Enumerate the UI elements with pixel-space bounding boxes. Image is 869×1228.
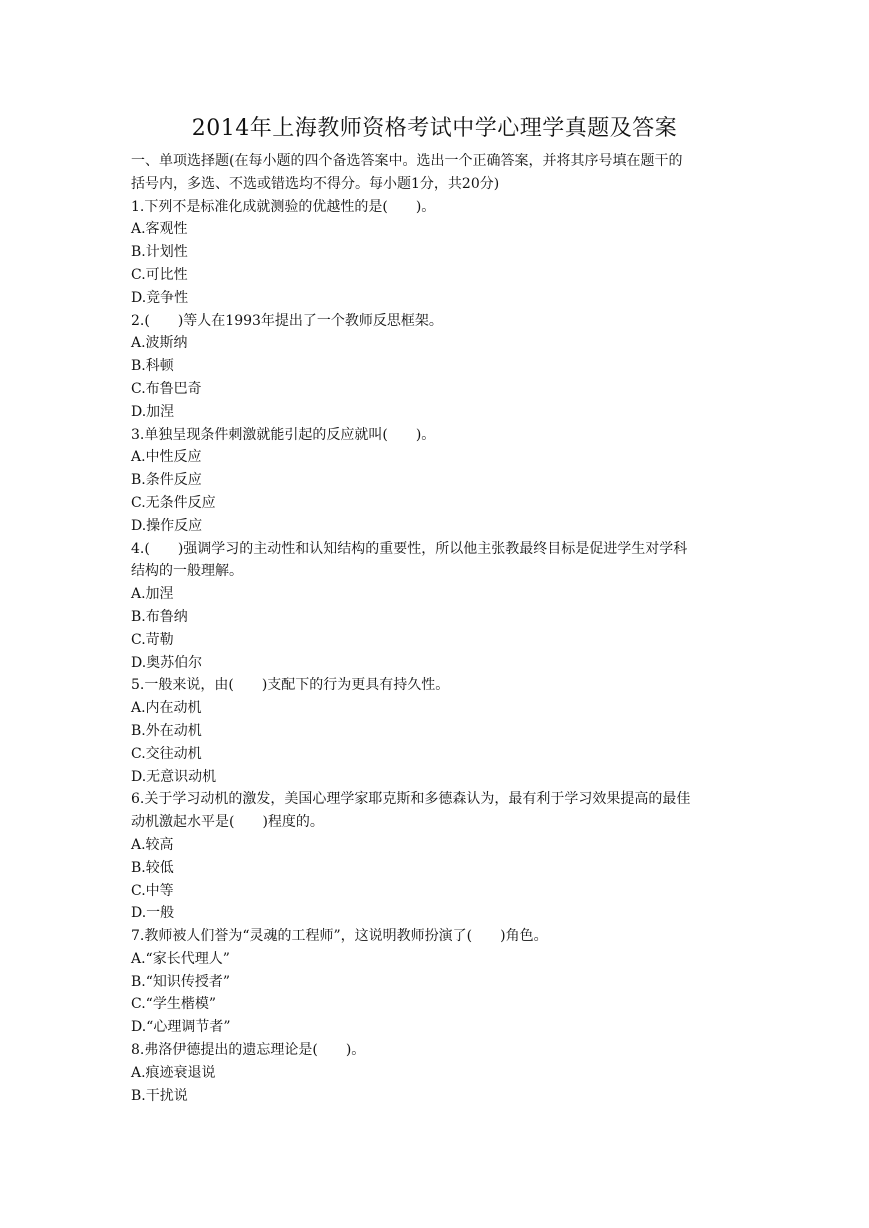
answer-options [131, 948, 751, 1039]
answer-option: B.布鲁纳 [131, 608, 188, 625]
answer-option: C.布鲁巴奇 [131, 380, 202, 397]
answer-option: C.中等 [131, 882, 174, 899]
document-title: 2014年上海教师资格考试中学心理学真题及答案 [191, 116, 678, 141]
answer-option: C.苛勒 [131, 631, 174, 648]
answer-option: A.内在动机 [131, 700, 202, 717]
answer-option: C.可比性 [131, 266, 188, 283]
answer-option: C.无条件反应 [131, 494, 216, 511]
question-item [131, 196, 751, 310]
question-item [131, 538, 751, 675]
answer-option: A.“家长代理人” [131, 950, 230, 967]
answer-options [131, 1062, 751, 1108]
question-stem: 6.关于学习动机的激发，美国心理学家耶克斯和多德森认为，最有利于学习效果提高的最佳 [131, 791, 691, 808]
answer-option: A.中性反应 [131, 449, 202, 466]
question-stem: 2.( )等人在1993年提出了一个教师反思框架。 [131, 312, 443, 329]
answer-options [131, 446, 751, 537]
answer-option: C.“学生楷模” [131, 996, 216, 1013]
question-item [131, 925, 751, 1039]
document-body [131, 150, 751, 1107]
answer-option: A.波斯纳 [131, 335, 188, 352]
question-item [131, 1039, 751, 1107]
question-stem: 1.下列不是标准化成就测验的优越性的是( )。 [131, 198, 436, 215]
answer-options [131, 218, 751, 309]
answer-option: B.科顿 [131, 358, 174, 375]
answer-option: A.痕迹衰退说 [131, 1064, 216, 1081]
section-heading-line-1: 一、单项选择题(在每小题的四个备选答案中。选出一个正确答案，并将其序号填在题干的 [131, 153, 683, 169]
answer-option: A.较高 [131, 836, 174, 853]
answer-option: B.计划性 [131, 244, 188, 261]
question-stem: 7.教师被人们誉为“灵魂的工程师”，这说明教师扮演了( )角色。 [131, 928, 548, 945]
question-item [131, 788, 751, 925]
answer-option: C.交往动机 [131, 745, 202, 762]
answer-option: B.条件反应 [131, 472, 202, 489]
question-item [131, 674, 751, 788]
answer-option: B.干扰说 [131, 1087, 188, 1104]
answer-options [131, 583, 751, 674]
answer-option: A.客观性 [131, 221, 188, 238]
answer-option: A.加涅 [131, 586, 174, 603]
question-stem: 4.( )强调学习的主动性和认知结构的重要性，所以他主张教最终目标是促进学生对学科 [131, 540, 688, 557]
answer-options [131, 332, 751, 423]
question-item [131, 424, 751, 538]
answer-option: D.加涅 [131, 403, 175, 420]
question-item [131, 310, 751, 424]
answer-option: B.外在动机 [131, 722, 202, 739]
question-stem: 动机激起水平是( )程度的。 [131, 814, 324, 831]
answer-option: D.操作反应 [131, 517, 203, 534]
answer-options [131, 834, 751, 925]
answer-option: D.竞争性 [131, 289, 189, 306]
answer-option: D.“心理调节者” [131, 1019, 231, 1036]
section-heading-line-2: 括号内，多选、不选或错选均不得分。每小题1分，共20分) [131, 175, 500, 192]
answer-option: D.无意识动机 [131, 768, 217, 785]
question-stem: 结构的一般理解。 [131, 563, 243, 580]
answer-option: D.奥苏伯尔 [131, 654, 203, 671]
answer-option: B.“知识传授者” [131, 973, 231, 990]
question-stem: 5.一般来说，由( )支配下的行为更具有持久性。 [131, 677, 450, 694]
question-stem: 3.单独呈现条件刺激就能引起的反应就叫( )。 [131, 426, 436, 443]
answer-option: D.一般 [131, 905, 175, 922]
answer-options [131, 697, 751, 788]
question-list [131, 196, 751, 1108]
answer-option: B.较低 [131, 859, 174, 876]
question-stem: 8.弗洛伊德提出的遗忘理论是( )。 [131, 1042, 366, 1059]
